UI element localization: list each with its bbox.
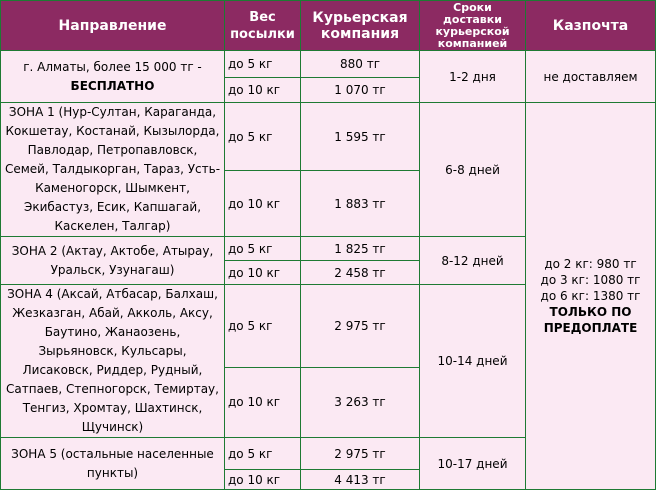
price-cell: 1 595 тг bbox=[301, 103, 420, 171]
weight-cell: до 5 кг bbox=[225, 438, 301, 470]
header-weight-line1: Вес bbox=[249, 9, 276, 25]
zone-almaty-free: БЕСПЛАТНО bbox=[70, 78, 155, 93]
zone-4: ЗОНА 4 (Аксай, Атбасар, Балхаш, Жезказган, Абай, Акколь, Аксу, Баутино, Жанаозень, Зырьяновск, Кульсары, Лисаковск, Риддер, Рудный, Сатпаев, Степногорск, Темиртау, Тенгиз, Хромтау, Шахтинск, Щучинск) bbox=[1, 285, 225, 438]
header-direction: Направление bbox=[1, 1, 225, 51]
weight-cell: до 10 кг bbox=[225, 470, 301, 490]
zone-2: ЗОНА 2 (Актау, Актобе, Атырау, Уральск, Узунагаш) bbox=[1, 237, 225, 285]
header-courier bbox=[301, 1, 420, 51]
price-cell: 3 263 тг bbox=[301, 367, 420, 437]
term-cell: 8-12 дней bbox=[420, 237, 526, 285]
price-cell: 2 458 тг bbox=[301, 261, 420, 285]
kazpost-almaty: не доставляем bbox=[526, 51, 656, 103]
zone-1: ЗОНА 1 (Нур-Султан, Караганда, Кокшетау, Костанай, Кызылорда, Павлодар, Петропавловск, Семей, Талдыкорган, Тараз, Усть-Каменогорск, Шымкент, Экибастуз, Есик, Капшагай, Каскелен, Талгар) bbox=[1, 103, 225, 237]
kazpost-prepay-line2: ПРЕДОПЛАТЕ bbox=[543, 321, 638, 335]
weight-cell: до 5 кг bbox=[225, 285, 301, 368]
zone-almaty-line1: г. Алматы, более 15 000 тг - bbox=[23, 59, 202, 74]
price-cell: 1 070 тг bbox=[301, 78, 420, 103]
header-kazpost: Казпочта bbox=[526, 1, 656, 51]
price-cell: 880 тг bbox=[301, 51, 420, 78]
table-row bbox=[1, 51, 656, 78]
weight-cell: до 10 кг bbox=[225, 171, 301, 237]
kazpost-line3: до 6 кг: 1380 тг bbox=[540, 289, 641, 303]
term-cell: 1-2 дня bbox=[420, 51, 526, 103]
header-weight-line2: посылки bbox=[230, 26, 295, 42]
weight-cell: до 10 кг bbox=[225, 78, 301, 103]
header-terms-line3: компанией bbox=[437, 36, 508, 50]
header-terms-line2: курьерской bbox=[435, 24, 510, 38]
header-terms-line1: Сроки доставки bbox=[443, 0, 502, 26]
header-terms bbox=[420, 1, 526, 51]
price-cell: 1 883 тг bbox=[301, 171, 420, 237]
price-cell: 1 825 тг bbox=[301, 237, 420, 261]
zone-5: ЗОНА 5 (остальные населенные пункты) bbox=[1, 438, 225, 490]
weight-cell: до 10 кг bbox=[225, 261, 301, 285]
weight-cell: до 5 кг bbox=[225, 237, 301, 261]
price-cell: 2 975 тг bbox=[301, 285, 420, 368]
weight-cell: до 5 кг bbox=[225, 103, 301, 171]
header-courier-line1: Курьерская bbox=[312, 9, 408, 26]
kazpost-prepay-line1: ТОЛЬКО ПО bbox=[549, 305, 632, 319]
weight-cell: до 5 кг bbox=[225, 51, 301, 78]
kazpost-zones bbox=[526, 103, 656, 490]
header-weight bbox=[225, 1, 301, 51]
term-cell: 10-17 дней bbox=[420, 438, 526, 490]
header-row bbox=[1, 1, 656, 51]
kazpost-line1: до 2 кг: 980 тг bbox=[544, 257, 637, 271]
term-cell: 6-8 дней bbox=[420, 103, 526, 237]
header-courier-line2: компания bbox=[320, 25, 400, 42]
weight-cell: до 10 кг bbox=[225, 367, 301, 437]
table-row bbox=[1, 103, 656, 171]
term-cell: 10-14 дней bbox=[420, 285, 526, 438]
price-cell: 4 413 тг bbox=[301, 470, 420, 490]
kazpost-line2: до 3 кг: 1080 тг bbox=[540, 273, 641, 287]
price-cell: 2 975 тг bbox=[301, 438, 420, 470]
zone-almaty bbox=[1, 51, 225, 103]
